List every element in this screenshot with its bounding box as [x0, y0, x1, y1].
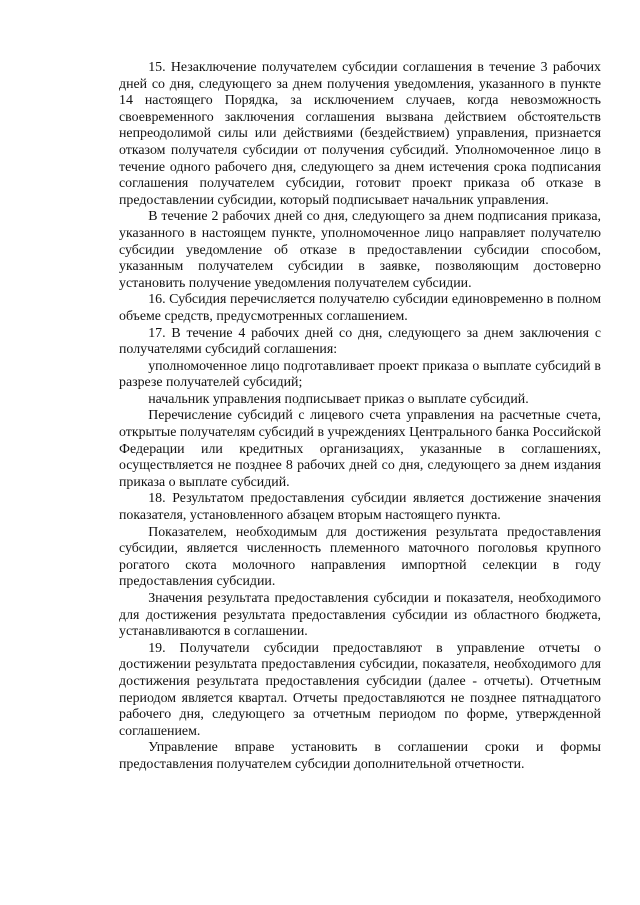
- paragraph-18-indicator: Показателем, необходимым для достижения результата предоставления субсидии, является численность племенного маточного поголовья крупного рогатого скота молочного направления импортной селекции в году предоставления субсидии.: [119, 524, 601, 590]
- paragraph-19: 19. Получатели субсидии предоставляют в управление отчеты о достижении результата предоставления субсидии, показателя, необходимого для достижения результата предоставления субсидии (далее - отчеты). Отчетным периодом является квартал. Отчеты предоставляются не позднее пятнадцатого рабочего дня, следующего за отчетным периодом по форме, утвержденной соглашением.: [119, 640, 601, 739]
- paragraph-15: 15. Незаключение получателем субсидии соглашения в течение 3 рабочих дней со дня, следующего за днем получения уведомления, указанного в пункте 14 настоящего Порядка, за исключением случаев, когда невозможность своевременного заключения соглашения вызвана действием обстоятельств непреодолимой силы или действиями (бездействием) управления, признается отказом получателя субсидии от получения субсидий. Уполномоченное лицо в течение одного рабочего дня, следующего за днем истечения срока подписания соглашения получателем субсидии, готовит проект приказа об отказе в предоставлении субсидии, который подписывает начальник управления.: [119, 60, 601, 208]
- paragraph-17-transfer: Перечисление субсидий с лицевого счета управления на расчетные счета, открытые получателям субсидий в учреждениях Центрального банка Российской Федерации или кредитных организациях, указанные в соглашениях, осуществляется не позднее 8 рабочих дней со дня, следующего за днем издания приказа о выплате субсидий.: [119, 408, 601, 490]
- paragraph-16: 16. Субсидия перечисляется получателю субсидии единовременно в полном объеме средств, предусмотренных соглашением.: [119, 292, 601, 324]
- paragraph-17-item-2: начальник управления подписывает приказ о выплате субсидий.: [148, 391, 529, 407]
- paragraph-18: 18. Результатом предоставления субсидии является достижение значения показателя, установленного абзацем вторым настоящего пункта.: [119, 491, 601, 524]
- paragraph-17-item-1: уполномоченное лицо подготавливает проект приказа о выплате субсидий в разрезе получателей субсидий;: [119, 358, 601, 391]
- paragraph-15-notice: В течение 2 рабочих дней со дня, следующего за днем подписания приказа, указанного в настоящем пункте, уполномоченное лицо направляет получателю субсидии уведомление об отказе в предоставлении субсидии способом, указанным получателем субсидии в заявке, позволяющим достоверно установить получение уведомления получателем субсидии.: [119, 209, 601, 291]
- paragraph-19-additional: Управление вправе установить в соглашении сроки и формы предоставления получателем субсидии дополнительной отчетности.: [119, 740, 601, 772]
- paragraph-18-values: Значения результата предоставления субсидии и показателя, необходимого для достижения результата предоставления субсидии из областного бюджета, устанавливаются в соглашении.: [119, 591, 601, 640]
- document-body: [119, 60, 601, 774]
- paragraph-17: 17. В течение 4 рабочих дней со дня, следующего за днем заключения с получателями субсидий соглашения:: [119, 325, 601, 358]
